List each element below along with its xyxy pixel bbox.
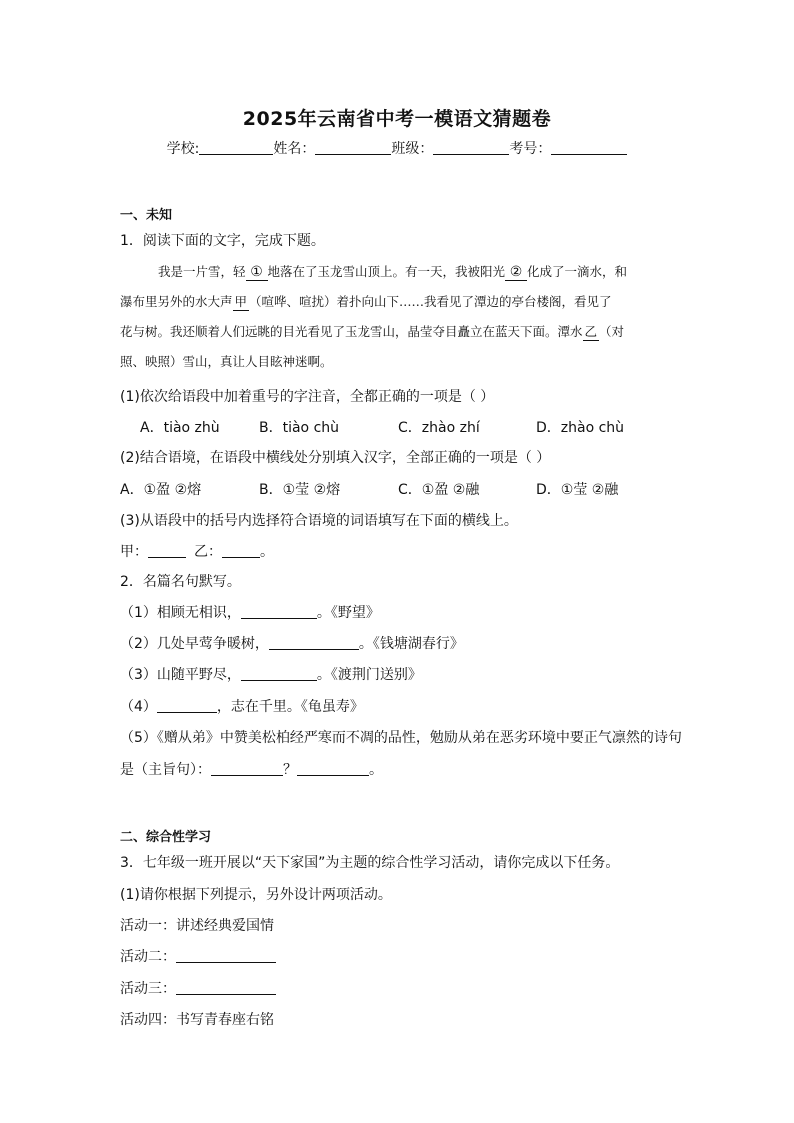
sub1-option-d[interactable]: D．zhào chù — [536, 420, 625, 436]
sub2-option-d[interactable]: D．①莹 ②融 — [536, 482, 619, 498]
q2-item-1 — [120, 602, 380, 622]
yi-answer-blank[interactable] — [222, 543, 260, 558]
yi-marker: 乙 — [584, 324, 598, 339]
yi-label: 乙： — [194, 544, 222, 560]
sub2-option-c[interactable]: C．①盈 ②融 — [398, 482, 480, 498]
exam-no-label: 考号： — [509, 141, 552, 157]
q2-item-2-blank[interactable] — [269, 635, 359, 650]
passage-line-4: 照、映照）雪山，真让人目眩神迷啊。 — [120, 354, 333, 369]
sub2-option-b[interactable]: B．①莹 ②熔 — [259, 482, 341, 498]
jia-marker: 甲 — [234, 294, 248, 309]
period: 。 — [260, 544, 274, 560]
activity-3 — [120, 978, 276, 998]
activity-1: 活动一：讲述经典爱国情 — [120, 918, 274, 934]
circle-number-1: ① — [250, 264, 263, 280]
item-text: 是（主旨句）： — [120, 762, 211, 778]
sub1-option-c[interactable]: C．zhào zhí — [398, 420, 480, 436]
item-source: 。《钱塘湖春行》 — [358, 636, 464, 652]
activity-label: 活动三： — [120, 981, 176, 997]
exam-no-blank[interactable] — [551, 140, 627, 155]
passage-text: 瀑布里另外的水大声 — [120, 294, 233, 309]
school-label: 学校: — [166, 141, 200, 157]
item-text: （1）相顾无相识， — [120, 605, 241, 621]
q2-item-3-blank[interactable] — [241, 666, 317, 681]
passage-text: （对 — [599, 324, 625, 339]
name-blank[interactable] — [315, 140, 391, 155]
passage-text: 我是一片雪，轻 — [158, 264, 246, 279]
item-text: （3）山随平野尽， — [120, 667, 241, 683]
circle-number-2: ② — [509, 264, 523, 280]
passage-text: （喧哗、喧扰）着扑向山下……我看见了潭边的亭台楼阁，看见了 — [249, 294, 612, 309]
q2-item-2 — [120, 633, 464, 653]
q1-sub2: (2)结合语境，在语段中横线处分别填入汉字，全部正确的一项是（ ） — [120, 450, 551, 466]
sub2-option-a[interactable]: A．①盈 ②熔 — [120, 482, 202, 498]
blank-yi — [583, 322, 600, 341]
class-blank[interactable] — [433, 140, 509, 155]
q3-stem: 3．七年级一班开展以“天下家国”为主题的综合性学习活动，请你完成以下任务。 — [120, 855, 620, 871]
blank-1 — [246, 264, 268, 281]
activity-3-blank[interactable] — [176, 980, 276, 995]
name-label: 姓名： — [273, 141, 316, 157]
sub1-option-b[interactable]: B．tiào chù — [259, 420, 340, 436]
item-text: （2）几处早莺争暖树， — [120, 636, 269, 652]
activity-2-blank[interactable] — [176, 948, 276, 963]
section2-heading: 二、综合性学习 — [120, 830, 212, 845]
period: 。 — [369, 762, 383, 778]
q1-sub1: (1)依次给语段中加着重号的字注音，全都正确的一项是（ ） — [120, 389, 495, 405]
class-label: 班级： — [391, 141, 434, 157]
student-info-line — [0, 138, 794, 158]
sub1-option-a[interactable]: A．tiào zhù — [140, 420, 220, 436]
q2-item-5-blank-1[interactable] — [211, 761, 283, 776]
q1-sub3: (3)从语段中的括号内选择符合语境的词语填写在下面的横线上。 — [120, 513, 518, 529]
q2-item-4-blank[interactable] — [157, 698, 217, 713]
passage-text: 地落在了玉龙雪山顶上。有一天，我被阳光 — [267, 264, 506, 279]
activity-label: 活动二： — [120, 949, 176, 965]
q2-item-5-line-2 — [120, 759, 383, 779]
passage-text: 花与树。我还顺着人们远眺的目光看见了玉龙雪山，晶莹夺目矗立在蓝天下面。潭水 — [120, 324, 583, 339]
exam-title: 2025年云南省中考一模语文猜题卷 — [242, 108, 552, 130]
q2-item-5-line-1: （5）《赠从弟》中赞美松柏经严寒而不凋的品性，勉励从弟在恶劣环境中要正气凛然的诗句 — [120, 730, 682, 746]
passage-line-1 — [158, 262, 627, 281]
item-source: 。《野望》 — [316, 605, 380, 621]
question-mark: ？ — [283, 762, 297, 778]
q3-sub1: (1)请你根据下列提示，另外设计两项活动。 — [120, 887, 392, 903]
q2-item-5-blank-2[interactable] — [297, 761, 369, 776]
blank-jia — [233, 292, 250, 311]
section1-heading: 一、未知 — [120, 208, 173, 223]
jia-answer-blank[interactable] — [148, 543, 186, 558]
q2-stem: 2．名篇名句默写。 — [120, 574, 241, 590]
q2-item-3 — [120, 664, 422, 684]
item-source: 。《渡荆门送别》 — [316, 667, 422, 683]
q2-item-4 — [120, 696, 364, 716]
q2-item-1-blank[interactable] — [241, 604, 317, 619]
q1-sub3-answer-line — [120, 541, 274, 561]
passage-line-3 — [120, 322, 624, 341]
q1-stem: 1．阅读下面的文字，完成下题。 — [120, 233, 325, 249]
activity-4: 活动四：书写青春座右铭 — [120, 1012, 274, 1028]
jia-label: 甲： — [120, 544, 148, 560]
passage-line-2 — [120, 292, 612, 311]
item-source: ，志在千里。《龟虽寿》 — [216, 699, 364, 715]
item-text: （4） — [120, 699, 157, 715]
passage-text: 化成了一滴水，和 — [527, 264, 628, 279]
school-blank[interactable] — [199, 140, 273, 155]
blank-2 — [505, 264, 527, 281]
activity-2 — [120, 946, 276, 966]
